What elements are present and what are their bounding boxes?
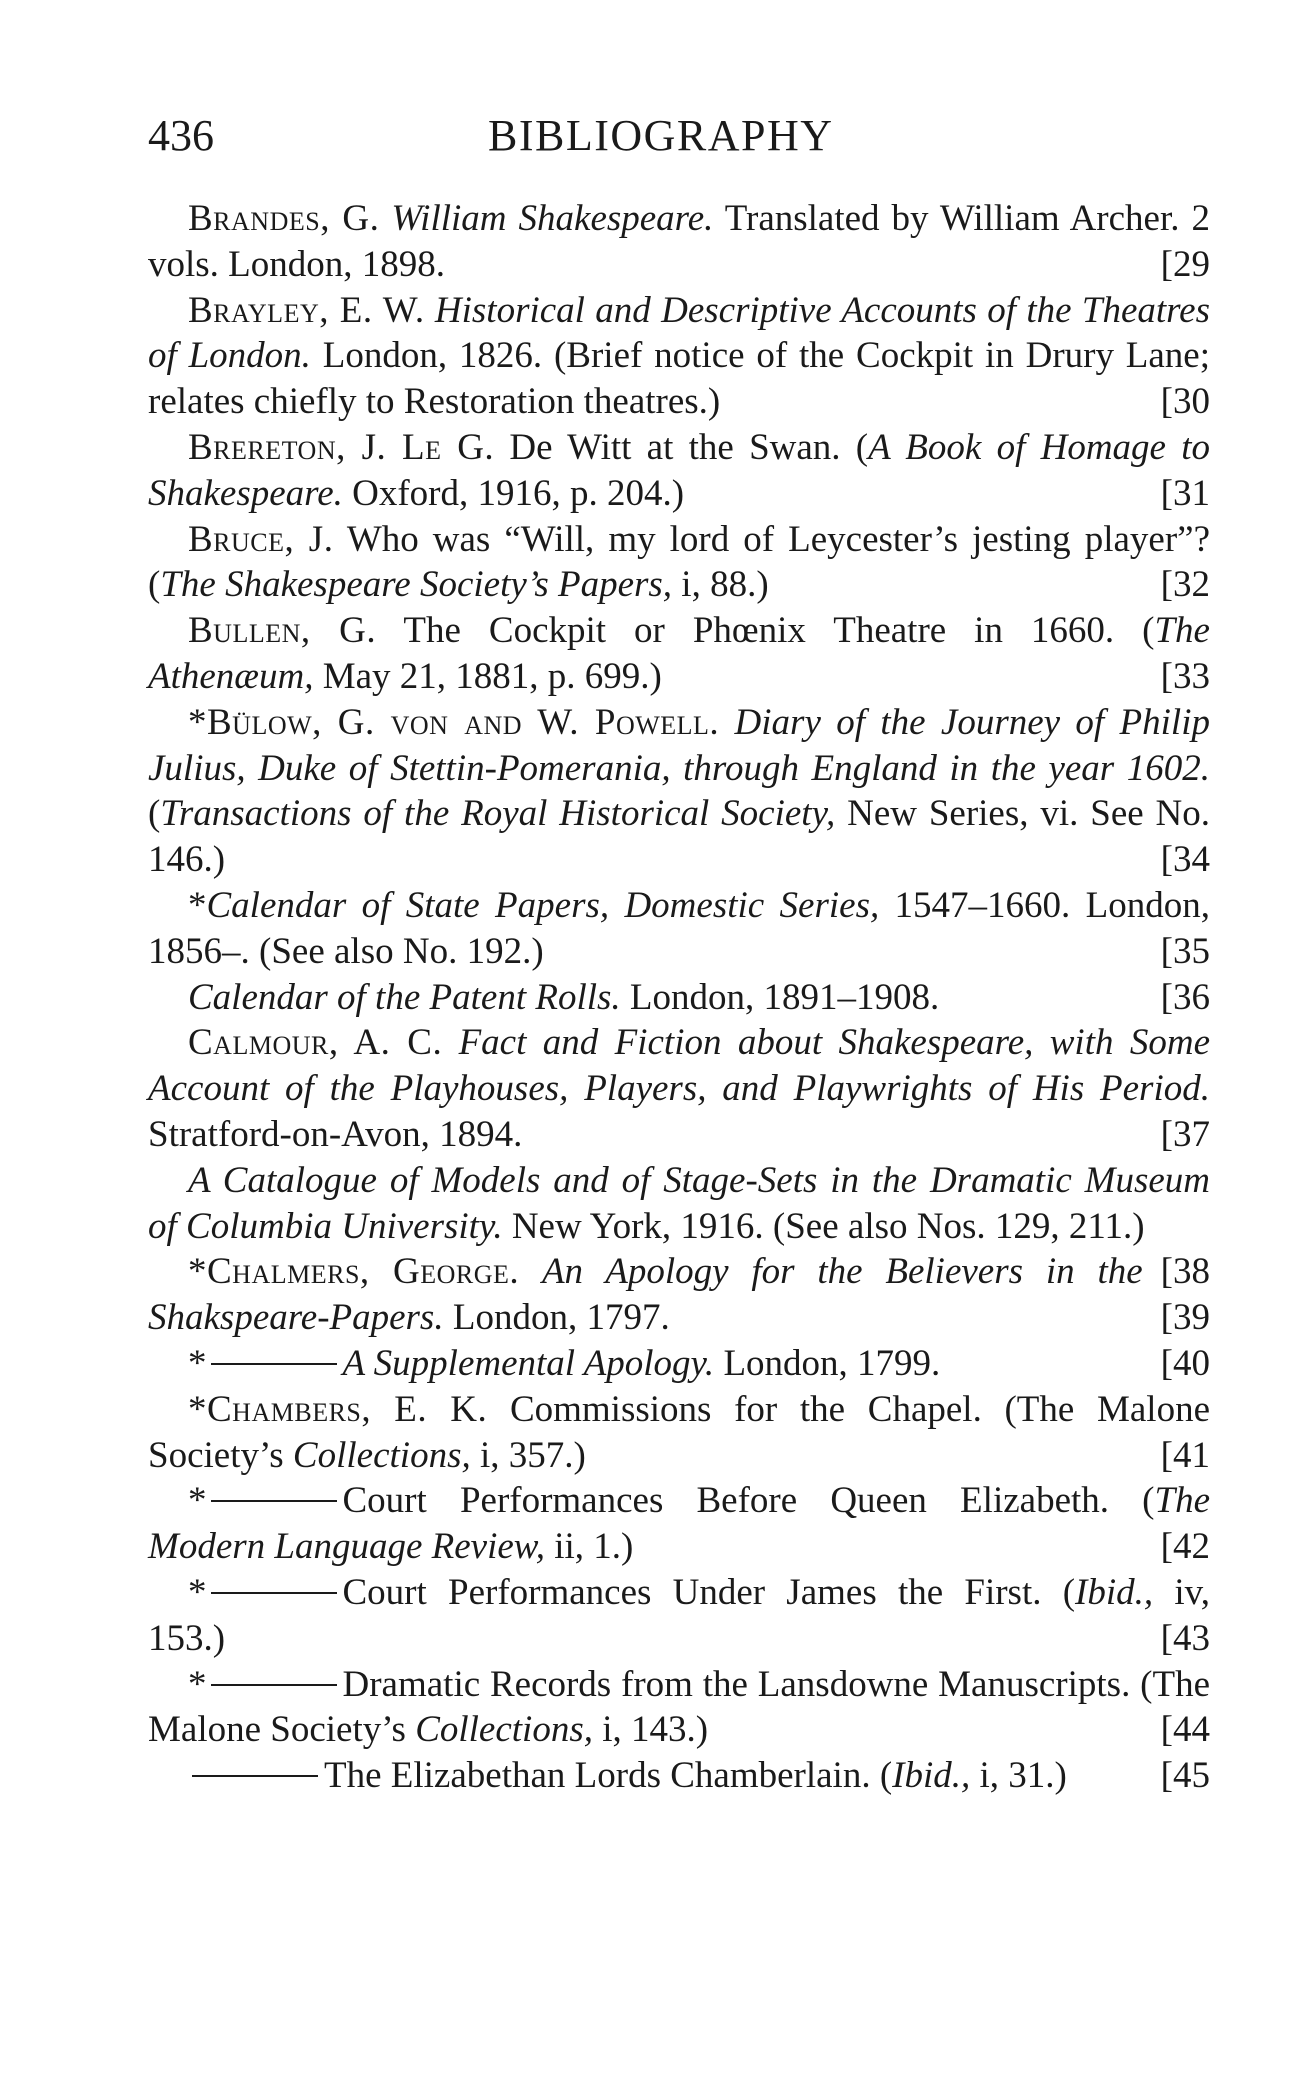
entry-text: ( (148, 793, 161, 835)
bibliography-entry (148, 883, 1210, 975)
entry-details: Translated by William Archer. 2 vols. London, 1898. (148, 198, 1210, 285)
entry-details: New Series, vi. See No. 146.) (148, 793, 1210, 881)
bibliography-entry (148, 700, 1210, 883)
ditto-dash (211, 1592, 337, 1594)
ditto-dash (211, 1500, 337, 1502)
entry-title: A Supplemental Apology. (342, 1342, 715, 1384)
entry-title: Ibid., (1075, 1571, 1154, 1613)
entry-text: The Elizabethan Lords Chamberlain. ( (324, 1755, 893, 1797)
entry-author: *Chambers, E. K. (188, 1388, 488, 1430)
entry-title: Fact and Fiction about Shakespeare, with Some Account of the Playhouses, Players, and Playwrights of His Period. (148, 1022, 1210, 1110)
entry-details: London, 1799. (714, 1342, 941, 1384)
entry-title: The Athenæum, (148, 610, 1210, 697)
entry-author: Brandes, G. (188, 198, 380, 239)
entry-author: *Chalmers, George. (188, 1251, 520, 1293)
entry-title: A Book of Homage to Shakespeare. (148, 426, 1210, 514)
entry-number: [38 (1160, 1251, 1210, 1293)
entry-details: i, 31.) (970, 1755, 1067, 1797)
book-page (148, 100, 1210, 1799)
bibliography-entry (148, 1753, 1210, 1799)
entry-number: [41 (1160, 1434, 1210, 1476)
ditto-dash (211, 1684, 337, 1686)
entry-asterisk: * (188, 1663, 207, 1705)
bibliography-entry (148, 425, 1210, 517)
entry-author: Bullen, G. (188, 610, 377, 652)
entry-text: The Cockpit or Phœnix Theatre in 1660. ( (376, 610, 1155, 652)
bibliography-entry (148, 975, 1210, 1021)
bibliography-entry (148, 1020, 1210, 1157)
bibliography-entry (148, 1249, 1210, 1341)
entry-text: Commissions for the Chapel. (The Malone Society’s (148, 1388, 1211, 1476)
entry-details: Oxford, 1916, p. 204.) (342, 472, 685, 514)
entry-title: William Shakespeare. (391, 198, 714, 239)
entry-number: [35 (1160, 930, 1210, 972)
bibliography-entry (148, 608, 1210, 700)
entry-title: Collections, (292, 1434, 471, 1476)
entry-number: [32 (1160, 564, 1210, 606)
entry-number: [31 (1160, 472, 1210, 514)
running-head (148, 100, 1210, 170)
entry-details: Stratford-on-Avon, 1894. (148, 1113, 523, 1155)
entry-details: i, 357.) (470, 1434, 586, 1476)
entry-number: [29 (1160, 243, 1210, 285)
entry-details: London, 1826. (Brief notice of the Cockpit in Drury Lane; relates chiefly to Restoration theatres.) (148, 335, 1211, 423)
bibliography-list (148, 196, 1210, 1799)
entry-title: The Shakespeare Society’s Papers, (160, 564, 673, 606)
entry-number: [39 (1160, 1297, 1210, 1339)
entry-text: Court Performances Before Queen Elizabeth. ( (342, 1480, 1155, 1522)
entry-author: *Bülow, G. von and W. Powell. (188, 701, 720, 743)
running-title: BIBLIOGRAPHY (488, 111, 834, 160)
entry-title: Calendar of State Papers, Domestic Series, (206, 884, 880, 926)
entry-asterisk: * (188, 884, 207, 926)
bibliography-entry (148, 1478, 1210, 1570)
entry-author: Brayley, E. W. (188, 289, 425, 331)
entry-number: [30 (1160, 381, 1210, 423)
bibliography-entry (148, 288, 1210, 425)
entry-author: Bruce, J. (188, 518, 334, 560)
entry-number: [33 (1160, 655, 1210, 697)
bibliography-entry (148, 1341, 1210, 1387)
entry-details: May 21, 1881, p. 699.) (313, 655, 662, 697)
entry-text: Court Performances Under James the First. ( (342, 1571, 1076, 1613)
entry-title: Diary of the Journey of Philip Julius, Duke of Stettin-Pomerania, through England in the year 1602. (148, 701, 1210, 789)
entry-title: An Apology for the Believers in the Shakspeare-Papers. (148, 1251, 1143, 1339)
entry-title: The Modern Language Review, (148, 1480, 1210, 1568)
entry-number: [40 (1160, 1342, 1210, 1384)
entry-details: i, 88.) (672, 564, 769, 606)
entry-details: ii, 1.) (544, 1526, 634, 1568)
entry-number: [43 (1160, 1617, 1210, 1659)
entry-details: London, 1891–1908. (620, 976, 940, 1018)
entry-details: iv, 153.) (148, 1571, 1210, 1659)
entry-number: [42 (1160, 1526, 1210, 1568)
entry-number: [36 (1160, 976, 1210, 1018)
entry-title: Calendar of the Patent Rolls. (188, 976, 621, 1018)
entry-text: Who was “Will, my lord of Leycester’s jesting player”? ( (148, 518, 1210, 606)
entry-details: i, 143.) (592, 1709, 709, 1751)
entry-title: Historical and Descriptive Accounts of the Theatres of London. (148, 289, 1211, 377)
entry-number: [37 (1160, 1113, 1210, 1155)
entry-author: Calmour, A. C. (188, 1022, 443, 1064)
entry-title: Transactions of the Royal Historical Society, (160, 793, 836, 835)
entry-title: Collections, (415, 1709, 593, 1751)
entry-number: [44 (1160, 1709, 1210, 1751)
ditto-dash (192, 1775, 318, 1777)
entry-details: London, 1797. (443, 1297, 670, 1339)
bibliography-entry (148, 196, 1210, 288)
entry-details: 1547–1660. London, 1856–. (See also No. 192.) (148, 884, 1210, 972)
bibliography-entry (148, 517, 1210, 609)
entry-details: New York, 1916. (See also Nos. 129, 211.) (502, 1205, 1145, 1247)
bibliography-entry (148, 1570, 1210, 1662)
page-number: 436 (148, 111, 214, 160)
entry-asterisk: * (188, 1342, 207, 1384)
entry-author: Brereton, J. Le G. (188, 426, 495, 468)
entry-text: Dramatic Records from the Lansdowne Manuscripts. (The Malone Society’s (148, 1663, 1210, 1751)
entry-title: Ibid., (892, 1755, 971, 1797)
entry-title: A Catalogue of Models and of Stage-Sets in the Dramatic Museum of Columbia University. (148, 1159, 1210, 1247)
bibliography-entry (148, 1387, 1210, 1479)
entry-number: [34 (1160, 839, 1210, 881)
entry-asterisk: * (188, 1480, 207, 1522)
entry-number: [45 (1160, 1755, 1210, 1797)
entry-asterisk: * (188, 1571, 207, 1613)
entry-text: De Witt at the Swan. ( (494, 426, 869, 468)
bibliography-entry (148, 1662, 1210, 1754)
ditto-dash (211, 1363, 337, 1365)
